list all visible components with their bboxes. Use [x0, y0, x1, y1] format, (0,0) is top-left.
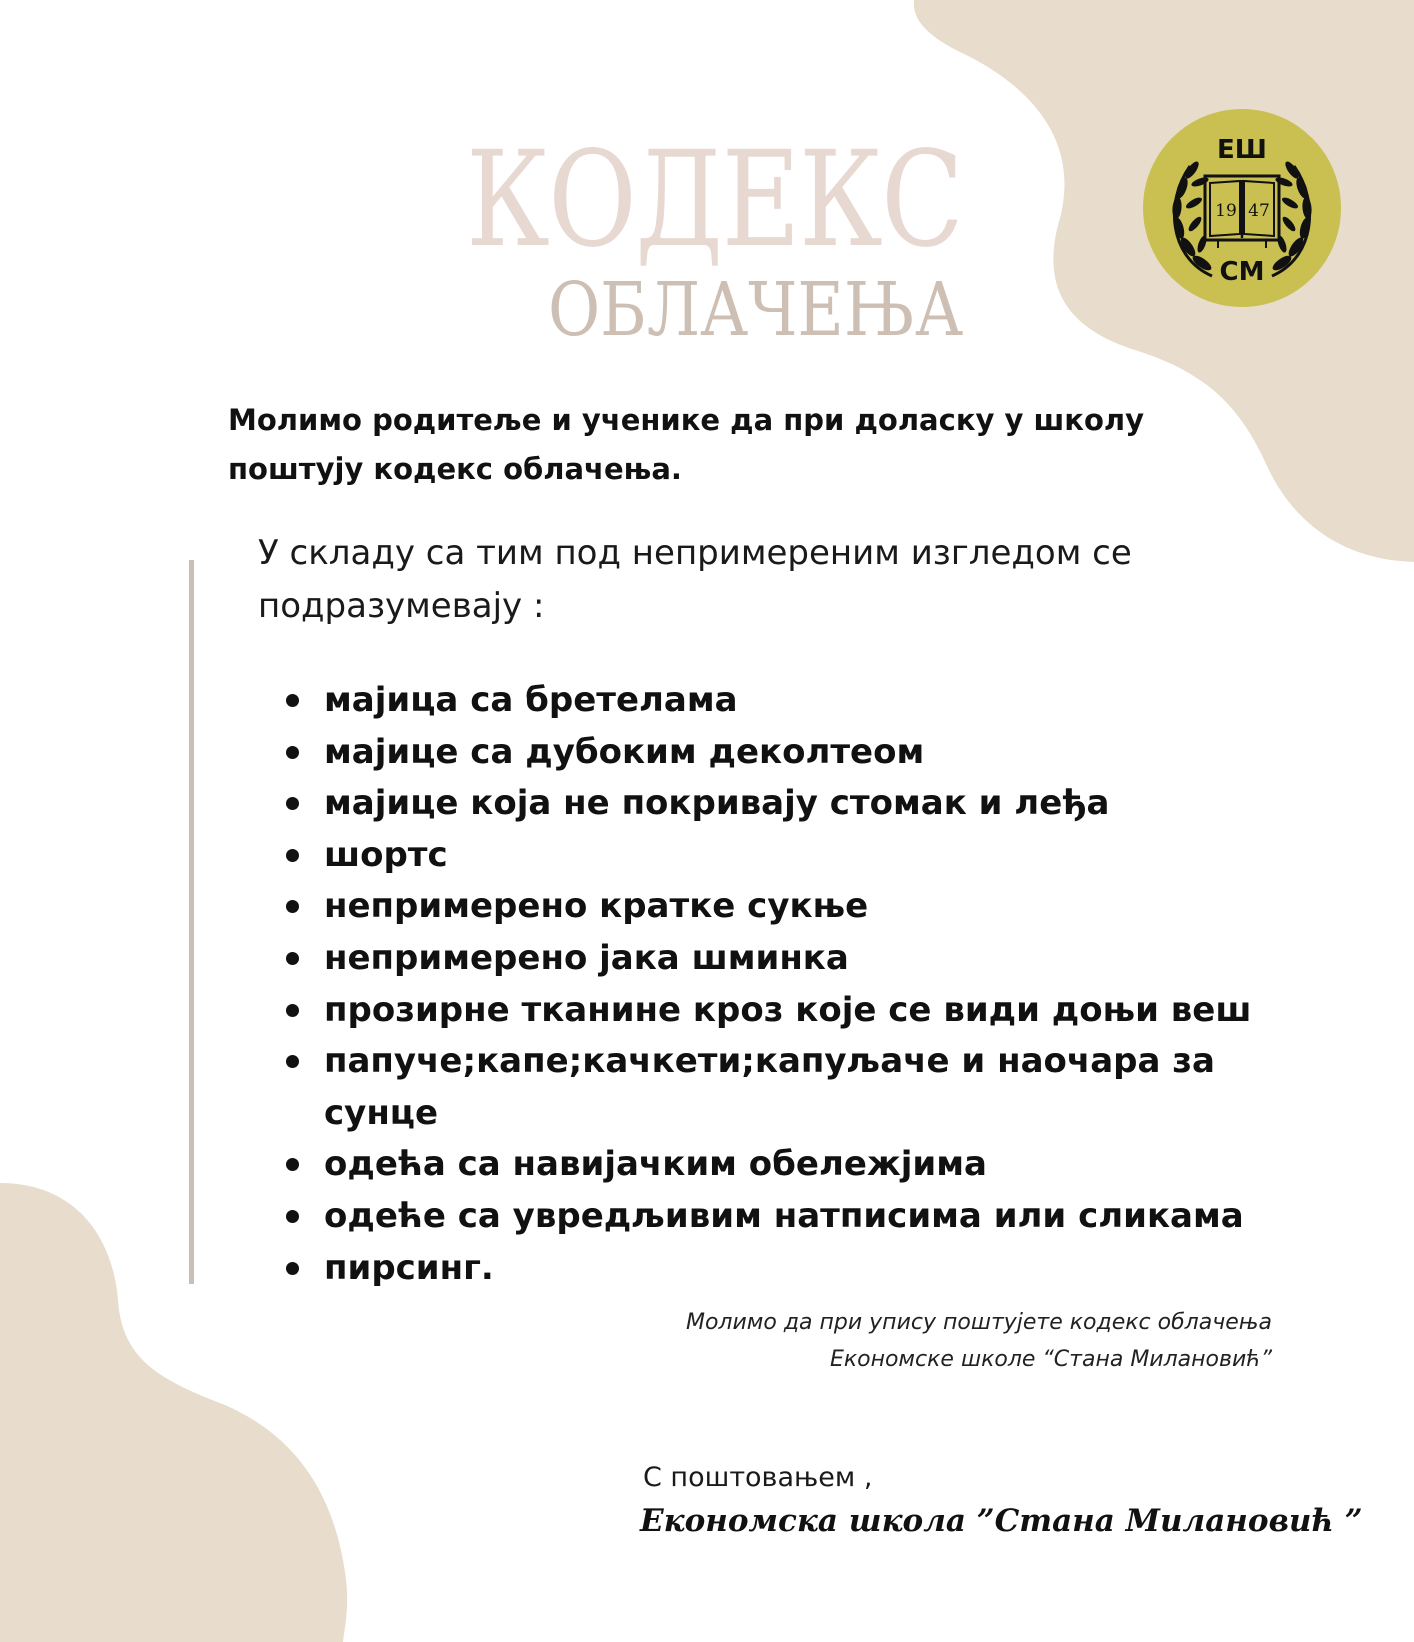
bullet-icon	[286, 797, 299, 810]
rule-text: одеће са увредљивим натписима или сликама	[324, 1195, 1244, 1236]
list-item	[282, 985, 1282, 1037]
bullet-icon	[286, 1055, 299, 1068]
rule-text: непримерено кратке сукње	[324, 886, 869, 927]
logo-year-left: 19	[1215, 201, 1237, 221]
logo-bottom-text: СМ	[1219, 257, 1265, 287]
signature: Економска школа ”Стана Милановић ”	[640, 1503, 1363, 1539]
intro-line-2: поштују кодекс облачења.	[228, 452, 682, 486]
list-item	[282, 1036, 1282, 1139]
school-logo	[1142, 108, 1342, 308]
rule-text: мајица са бретелама	[324, 680, 738, 720]
rule-text: прозирне тканине кроз које се види доњи веш	[324, 989, 1252, 1030]
bullet-icon	[286, 694, 299, 707]
list-item	[282, 1139, 1282, 1191]
enrollment-note	[500, 1304, 1272, 1378]
list-item	[282, 1243, 1282, 1295]
bullet-icon	[286, 1004, 299, 1017]
note-line-1: Молимо да при упису поштујете кодекс облачења	[685, 1310, 1272, 1335]
intro-line-1: Молимо родитеље и ученике да при доласку у школу	[228, 403, 1145, 437]
list-item	[282, 778, 1282, 830]
bullet-icon	[286, 746, 299, 759]
list-item	[282, 830, 1282, 882]
regards-text: С поштовањем ,	[643, 1462, 873, 1493]
rule-text: шортс	[324, 834, 448, 875]
logo-top-text: EШ	[1217, 135, 1267, 165]
page-title: КОДЕКС	[466, 123, 963, 277]
bullet-icon	[286, 900, 299, 913]
bullet-icon	[286, 1262, 299, 1275]
list-item	[282, 881, 1282, 933]
bullet-icon	[286, 952, 299, 965]
list-item	[282, 1191, 1282, 1243]
rule-text: одећа са навијачким обележјима	[324, 1144, 987, 1185]
bullet-icon	[286, 1158, 299, 1171]
list-item	[282, 727, 1282, 779]
list-item	[282, 933, 1282, 985]
logo-year-right: 47	[1248, 201, 1270, 221]
note-line-2: Економске школе “Стана Милановић”	[829, 1347, 1272, 1372]
page-subtitle: ОБЛАЧЕЊА	[548, 267, 964, 353]
rule-text: мајице са дубоким деколтеом	[324, 731, 925, 772]
rule-text: пирсинг.	[324, 1247, 494, 1288]
rule-text: непримерено јака шминка	[324, 937, 849, 978]
list-item	[282, 675, 1282, 727]
lead-paragraph	[258, 527, 1258, 633]
rule-text: мајице која не покривају стомак и леђа	[324, 783, 1110, 824]
accent-bar	[189, 560, 194, 1284]
intro-paragraph	[228, 396, 1228, 494]
rules-list	[282, 675, 1282, 1294]
lead-line-1: У складу са тим под непримереним изгледом се	[258, 533, 1132, 573]
rule-text: папуче;капе;качкети;капуљаче и наочара за сунце	[324, 1041, 1215, 1133]
bullet-icon	[286, 1210, 299, 1223]
bullet-icon	[286, 849, 299, 862]
lead-line-2: подразумевају :	[258, 586, 545, 626]
